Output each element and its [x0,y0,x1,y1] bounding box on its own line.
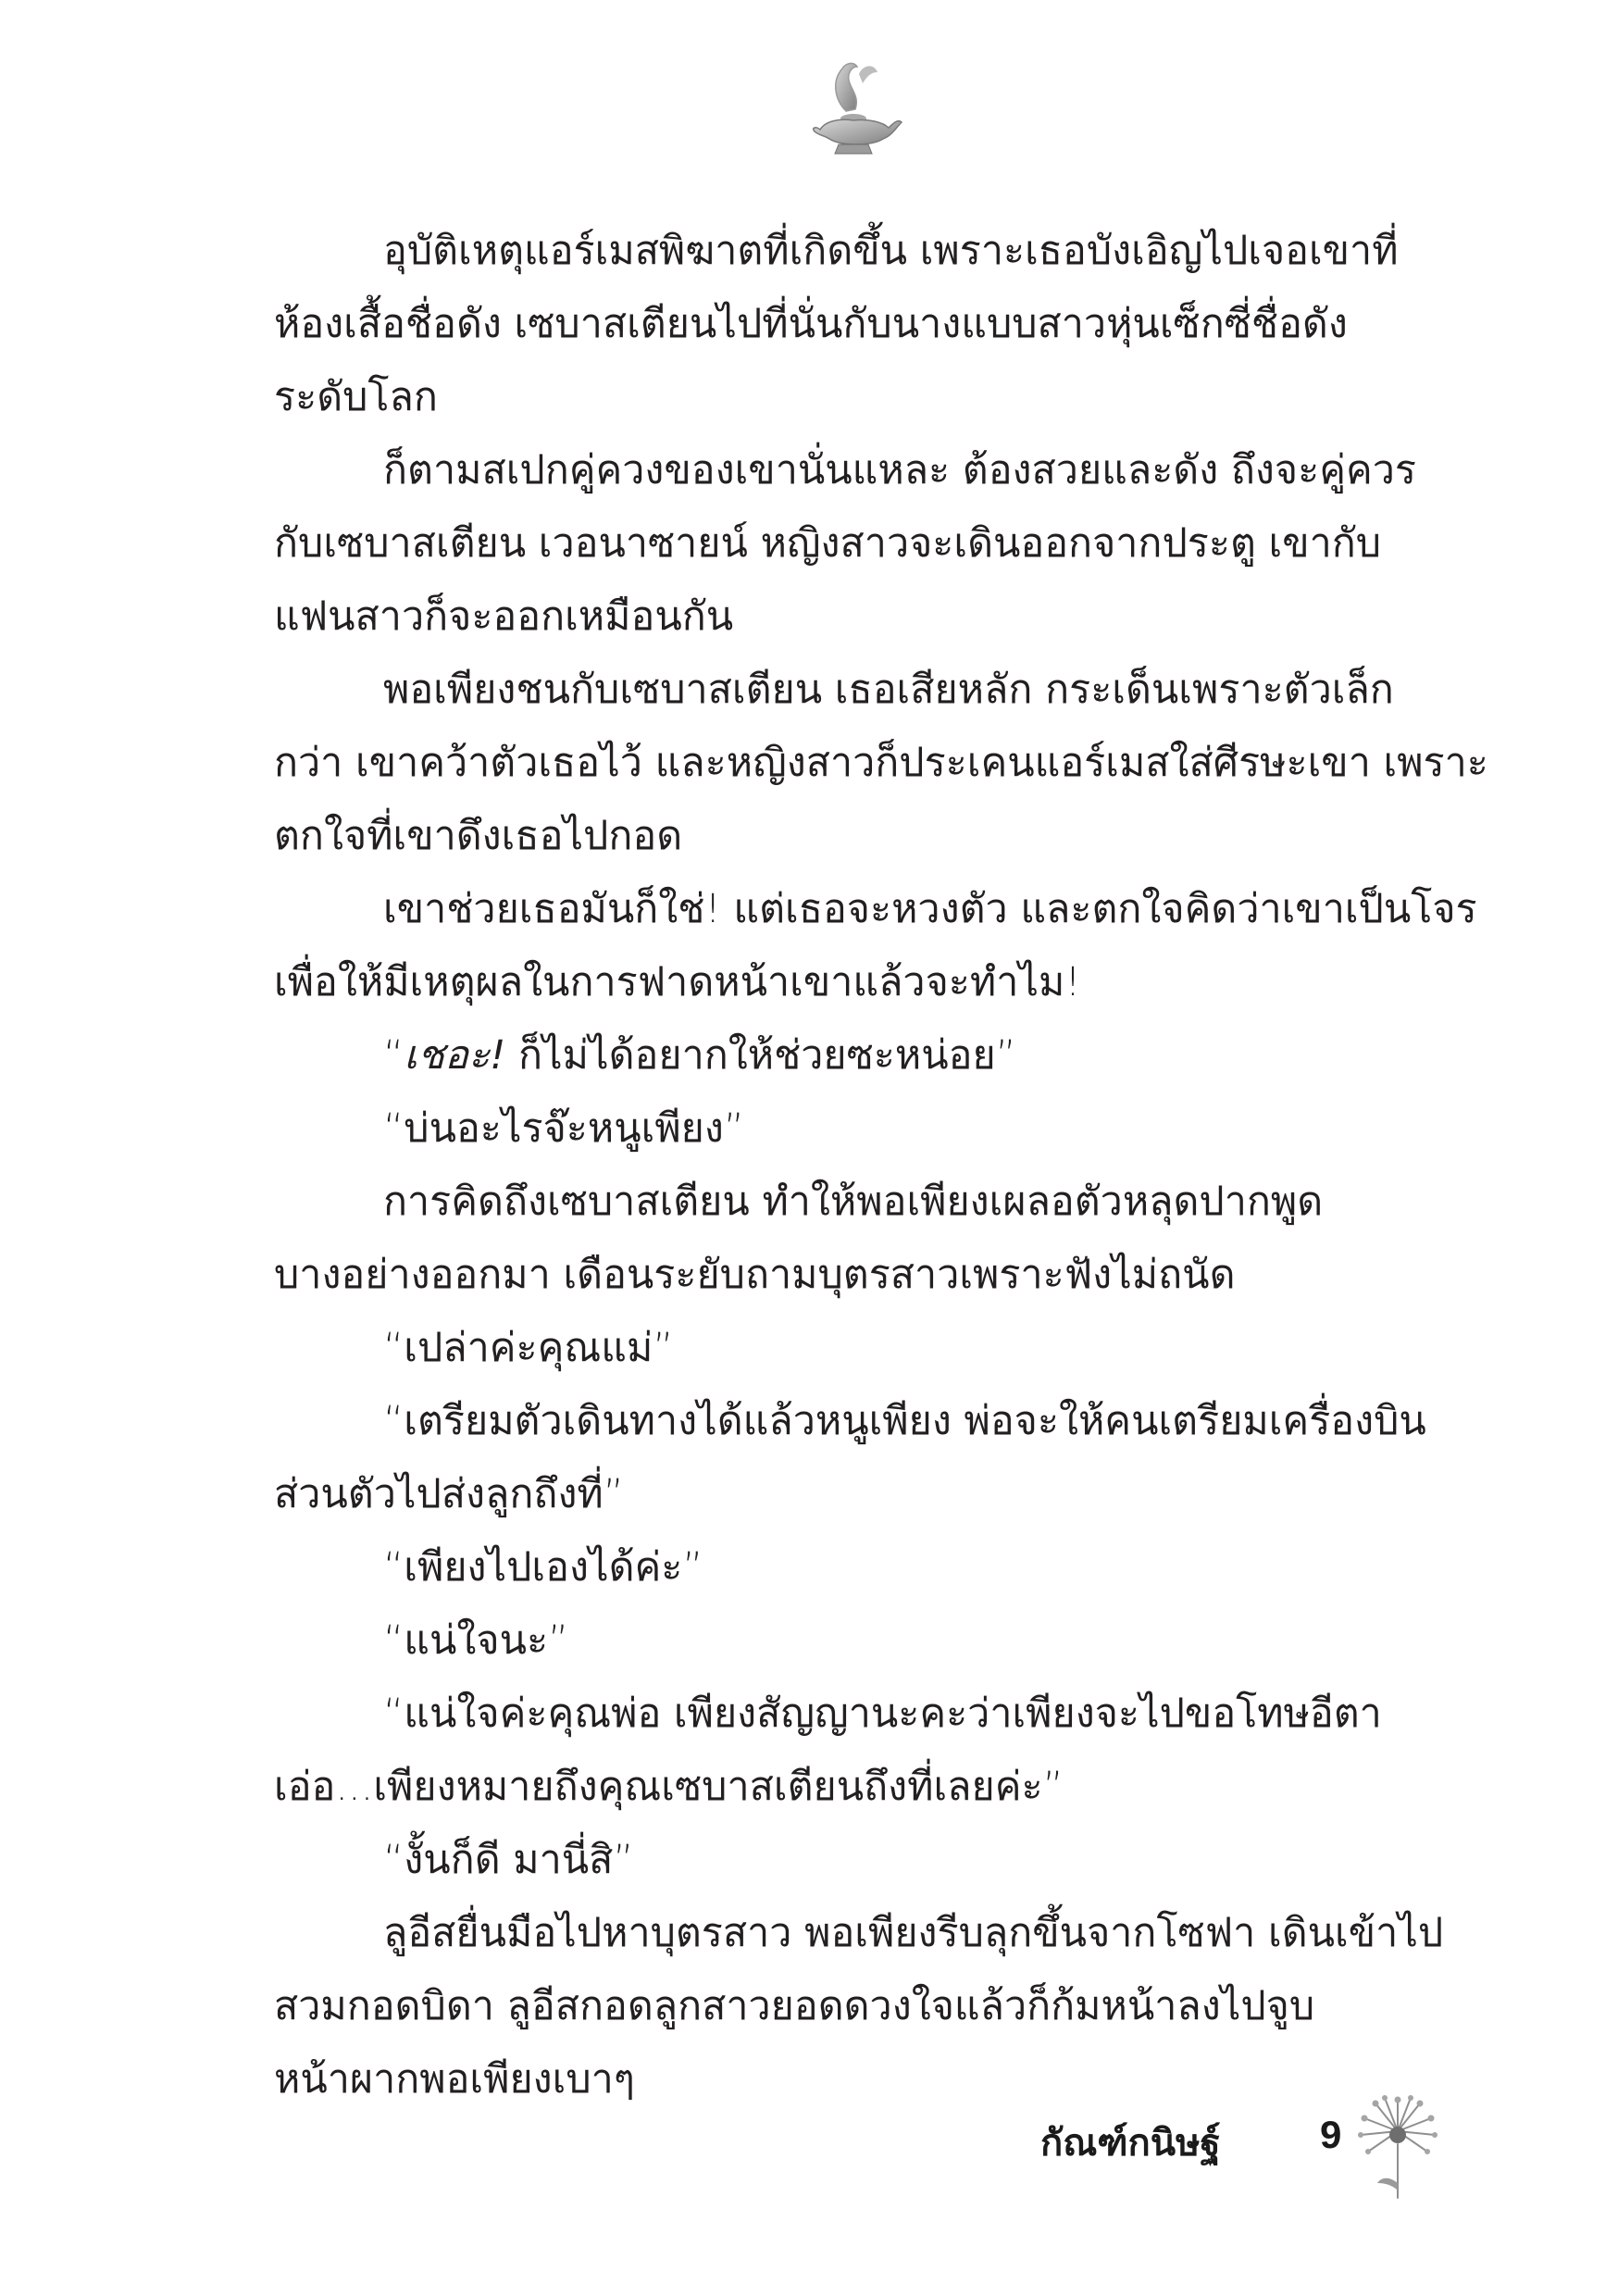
dialogue-line [274,1678,1461,1824]
text-line: เอ่อ...เพียงหมายถึงคุณเซบาสเตียนถึงที่เลยค่ะ” [274,1764,1064,1810]
text-line: สวมกอดบิดา ลูอีสกอดลูกสาวยอดดวงใจแล้วก็ก้มหน้าลงไปจูบ [274,1983,1315,2029]
text-line: “แน่ใจค่ะคุณพ่อ เพียงสัญญานะคะว่าเพียงจะไปขอโทษอีตา [383,1691,1382,1737]
page-number: 9 [1320,2113,1342,2156]
text-line: “งั้นก็ดี มานี่สิ” [383,1837,634,1883]
text-line: “บ่นอะไรจ๊ะหนูเพียง” [383,1105,745,1152]
text-line: เพื่อให้มีเหตุผลในการฟาดหน้าเขาแล้วจะทำไม! [274,959,1081,1005]
quote-rest: ก็ไม่ได้อยากให้ช่วยซะหน่อย” [505,1032,1016,1079]
page-footer [1040,2094,1448,2205]
text-line: หน้าผากพอเพียงเบาๆ [274,2056,635,2103]
dialogue-line [274,1092,1461,1166]
text-line: ระดับโลก [274,374,438,420]
text-line: ตกใจที่เขาดึงเธอไปกอด [274,813,683,859]
text-line: ก็ตามสเปกคู่ควงของเขานั่นแหละ ต้องสวยและดัง ถึงจะคู่ควร [383,447,1416,493]
text-line: พอเพียงชนกับเซบาสเตียน เธอเสียหลัก กระเด็นเพราะตัวเล็ก [383,667,1394,713]
paragraph [274,654,1488,873]
dialogue-line [274,1604,1461,1678]
text-line: “เตรียมตัวเดินทางได้แล้วหนูเพียง พ่อจะให้คนเตรียมเครื่องบิน [383,1398,1426,1444]
text-line: บางอย่างออกมา เดือนระยับถามบุตรสาวเพราะฟังไม่ถนัด [274,1252,1236,1298]
dialogue-line [274,1019,1461,1092]
text-line: “แน่ใจนะ” [383,1617,569,1664]
author-name: กัณฑ์กนิษฐ์ [1040,2122,1221,2165]
genie-lamp-icon [798,54,909,165]
text-line: ห้องเสื้อชื่อดัง เซบาสเตียนไปที่นั่นกับนางแบบสาวหุ่นเซ็กซี่ชื่อดัง [274,301,1348,347]
text-line: “เพียงไปเองได้ค่ะ” [383,1544,703,1591]
paragraph [274,434,1461,654]
text-line: แฟนสาวก็จะออกเหมือนกัน [274,593,734,640]
text-line: ส่วนตัวไปส่งลูกถึงที่” [274,1471,625,1517]
text-line: กว่า เขาคว้าตัวเธอไว้ และหญิงสาวก็ประเคนแอร์เมสใส่ศีรษะเขา เพราะ [274,740,1488,786]
quote-open: “ [383,1032,404,1079]
text-line: เขาช่วยเธอมันก็ใช่! แต่เธอจะหวงตัว และตกใจคิดว่าเขาเป็นโจร [383,886,1477,932]
emphasized-word: เชอะ! [404,1032,506,1079]
text-line [274,1019,1461,1092]
chapter-body [274,215,1488,2116]
dialogue-line [274,1312,1461,1385]
paragraph [274,873,1477,1019]
paragraph [274,1166,1461,1312]
paragraph [274,1897,1461,2116]
text-line: การคิดถึงเซบาสเตียน ทำให้พอเพียงเผลอตัวหลุดปากพูด [383,1179,1324,1225]
text-line: กับเซบาสเตียน เวอนาซายน์ หญิงสาวจะเดินออกจากประตู เขากับ [274,520,1382,567]
text-line: ลูอีสยื่นมือไปหาบุตรสาว พอเพียงรีบลุกขึ้นจากโซฟา เดินเข้าไป [383,1910,1444,1956]
paragraph [274,215,1461,434]
text-line: “เปล่าค่ะคุณแม่” [383,1325,674,1371]
dialogue-line [274,1385,1461,1531]
dialogue-line [274,1824,1461,1897]
text-line: อุบัติเหตุแอร์เมสพิฆาตที่เกิดขึ้น เพราะเธอบังเอิญไปเจอเขาที่ [383,228,1399,274]
dandelion-icon [1357,2094,1440,2205]
dialogue-line [274,1531,1461,1604]
